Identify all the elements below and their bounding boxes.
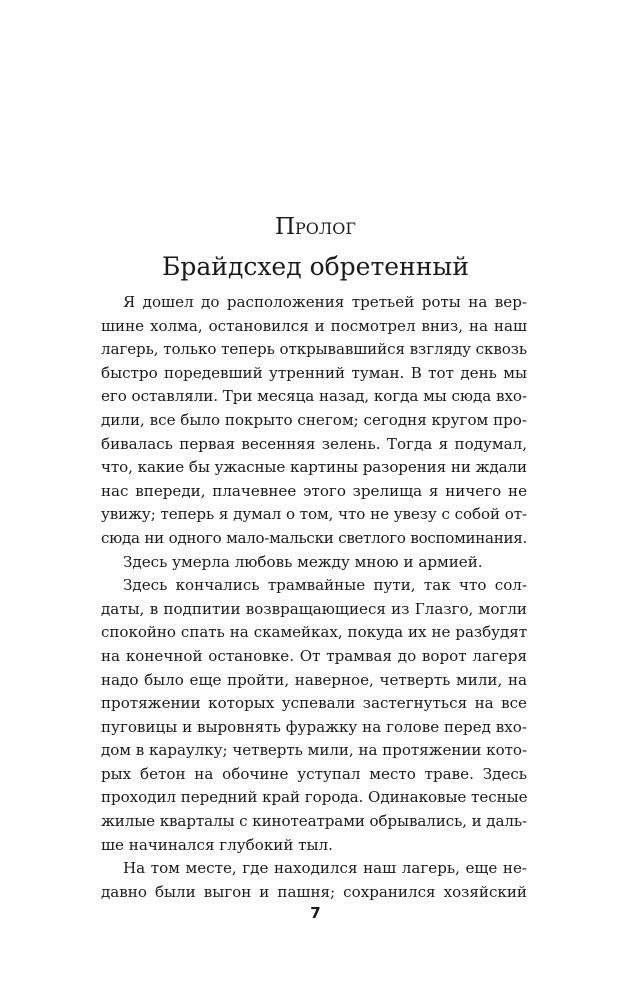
text-line: что, какие бы ужасные картины разорения ни ждали <box>101 458 527 477</box>
text-line: спокойно спать на скамейках, покуда их не разбудят <box>101 623 527 642</box>
page-number: 7 <box>310 904 321 922</box>
text-line: Я дошел до расположения третьей роты на вер- <box>123 293 527 311</box>
text-line: Здесь умерла любовь между мною и армией. <box>123 552 483 571</box>
text-line: увижу; теперь я думал о том, что не увезу с собой от- <box>101 505 527 524</box>
text-line: надо было еще пройти, наверное, четверть мили, на <box>101 670 527 689</box>
text-line: дили, все было покрыто снегом; сегодня кругом про- <box>101 410 527 429</box>
text-line: нас впереди, плачевнее этого зрелища я ничего не <box>101 481 527 500</box>
text-line: давно были выгон и пашня; сохранился хозяйский <box>101 882 527 901</box>
text-line: лагерь, только теперь открывавшийся взгляду сквозь <box>101 340 527 359</box>
text-line: на конечной остановке. От трамвая до ворот лагеря <box>101 646 527 665</box>
text-line: На том месте, где находился наш лагерь, еще не- <box>123 859 527 878</box>
text-line: проходил передний край города. Одинаковые тесные <box>101 788 528 807</box>
body-text <box>101 291 527 904</box>
text-line: Здесь кончались трамвайные пути, так что сол- <box>123 576 527 595</box>
chapter-title: Брайдсхед обретенный <box>162 252 469 281</box>
text-line: ше начинался глубокий тыл. <box>101 835 333 854</box>
prologue-label: Пролог <box>274 214 356 240</box>
text-line: сюда ни одного мало-мальски светлого воспоминания. <box>101 528 527 547</box>
text-line: шине холма, остановился и посмотрел вниз, на наш <box>101 316 527 335</box>
text-line: пуговицы и выровнять фуражку на голове перед вхо- <box>101 717 527 736</box>
text-line: жилые кварталы с кинотеатрами обрывались, и даль- <box>101 812 527 831</box>
text-line: протяжении которых успевали застегнуться на все <box>101 694 527 713</box>
text-line: даты, в подпитии возвращающиеся из Глазго, могли <box>101 599 527 618</box>
text-line: дом в караулку; четверть мили, на протяжении кото- <box>101 741 527 760</box>
text-line: бивалась первая весенняя зелень. Тогда я подумал, <box>101 434 527 453</box>
text-line: его оставляли. Три месяца назад, когда мы сюда вхо- <box>101 387 527 406</box>
text-line: быстро поредевший утренний туман. В тот день мы <box>101 363 527 382</box>
text-line: рых бетон на обочине уступал место траве. Здесь <box>101 764 527 783</box>
